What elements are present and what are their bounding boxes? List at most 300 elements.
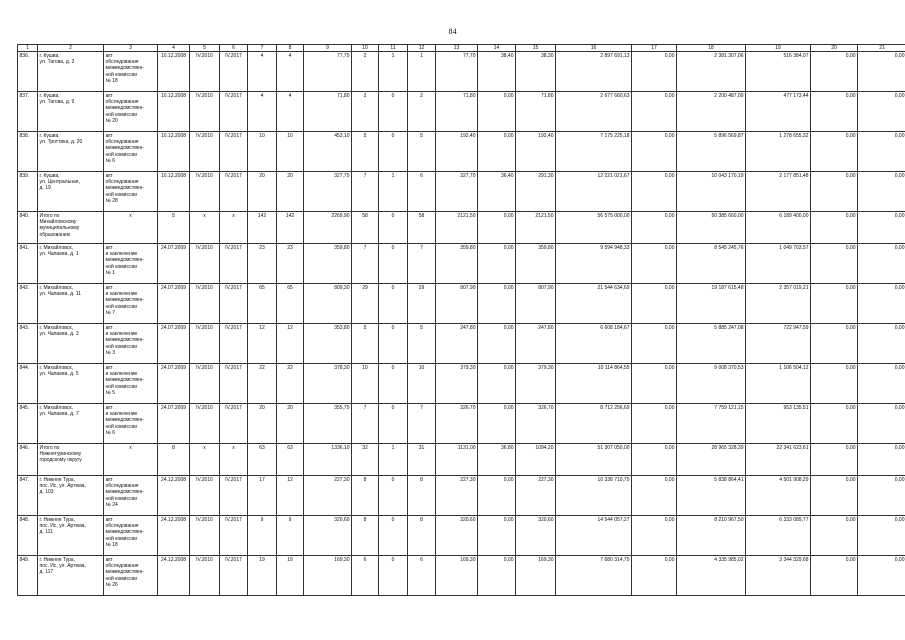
table-cell: г. Нижняя Тура, пос. Ис, ул. Артема, д. 103 bbox=[38, 476, 104, 516]
table-cell: 2 897 691,13 bbox=[556, 52, 632, 92]
table-cell: IV.2017 bbox=[220, 404, 248, 444]
table-cell: 0,00 bbox=[811, 52, 858, 92]
table-cell: акт обследования межведомствен- ной комиссии № 18 bbox=[104, 52, 158, 92]
table-cell: 0,00 bbox=[478, 404, 516, 444]
table-cell: 2121,50 bbox=[436, 212, 478, 244]
table-cell: 12 bbox=[277, 476, 304, 516]
table-cell: 71,80 bbox=[516, 92, 556, 132]
table-cell: 19 bbox=[277, 556, 304, 596]
table-cell: 846. bbox=[18, 444, 38, 476]
table-cell: 1 049 703,57 bbox=[746, 244, 811, 284]
table-cell: 20 bbox=[277, 172, 304, 212]
table-cell: 10 114 864,55 bbox=[556, 364, 632, 404]
table-cell: 4 bbox=[277, 92, 304, 132]
table-cell: 0 bbox=[379, 324, 408, 364]
table-cell: 0,00 bbox=[632, 132, 677, 172]
table-cell: 24.07.2009 bbox=[158, 244, 190, 284]
table-cell: х bbox=[190, 212, 220, 244]
table-cell: 28 965 328,39 bbox=[677, 444, 746, 476]
table-cell: IV.2016 bbox=[190, 92, 220, 132]
table-cell: 8 bbox=[408, 516, 436, 556]
column-header: 18 bbox=[677, 45, 746, 52]
table-cell: 77,70 bbox=[436, 52, 478, 92]
table-cell: 0,00 bbox=[858, 516, 905, 556]
table-cell: 9 bbox=[248, 516, 277, 556]
table-cell: 837. bbox=[18, 92, 38, 132]
table-cell: 0,00 bbox=[858, 284, 905, 324]
table-cell: 24.12.2008 bbox=[158, 476, 190, 516]
table-cell: 2 200 487,09 bbox=[677, 92, 746, 132]
column-header: 20 bbox=[811, 45, 858, 52]
table-cell: 0,00 bbox=[811, 132, 858, 172]
table-cell: IV.2016 bbox=[190, 172, 220, 212]
table-cell: 845. bbox=[18, 404, 38, 444]
table-cell: 24.07.2009 bbox=[158, 364, 190, 404]
table-cell: 19 187 615,48 bbox=[677, 284, 746, 324]
table-cell: 58 bbox=[408, 212, 436, 244]
table-cell: 0,00 bbox=[478, 516, 516, 556]
table-cell: IV.2016 bbox=[190, 404, 220, 444]
table-cell: 7 680 314,70 bbox=[556, 556, 632, 596]
table-cell: 849. bbox=[18, 556, 38, 596]
table-cell: г. Нижняя Тура, пос. Ис, ул. Артема, д. 111 bbox=[38, 516, 104, 556]
table-cell: IV.2016 bbox=[190, 244, 220, 284]
table-cell: 379,30 bbox=[516, 364, 556, 404]
table-cell: 10 043 170,19 bbox=[677, 172, 746, 212]
table-cell: 0,00 bbox=[478, 132, 516, 172]
table-row bbox=[18, 212, 905, 244]
table-cell: 0,00 bbox=[858, 476, 905, 516]
table-cell: 320,60 bbox=[436, 516, 478, 556]
table-cell: 0,00 bbox=[811, 476, 858, 516]
table-cell: 8 bbox=[158, 444, 190, 476]
table-cell: 0,00 bbox=[478, 476, 516, 516]
table-cell: IV.2017 bbox=[220, 476, 248, 516]
table-cell: 0 bbox=[379, 244, 408, 284]
table-row bbox=[18, 324, 905, 364]
table-cell: 142 bbox=[277, 212, 304, 244]
table-cell: 50 385 660,00 bbox=[677, 212, 746, 244]
table-row bbox=[18, 444, 905, 476]
table-cell: 38,40 bbox=[478, 52, 516, 92]
table-cell: 142 bbox=[248, 212, 277, 244]
table-cell: 0 bbox=[379, 132, 408, 172]
table-cell: 7 bbox=[352, 244, 379, 284]
table-cell: 9 008 370,53 bbox=[677, 364, 746, 404]
table-cell: 5 bbox=[408, 132, 436, 172]
table-cell: 22 bbox=[248, 364, 277, 404]
table-cell: 21 544 634,69 bbox=[556, 284, 632, 324]
table-cell: 0,00 bbox=[811, 364, 858, 404]
table-cell: 247,80 bbox=[436, 324, 478, 364]
table-cell: 5 bbox=[158, 212, 190, 244]
table-cell: г. Михайловск, ул. Чапаева, д. 7 bbox=[38, 404, 104, 444]
table-cell: акт обследования межведомствен- ной комиссии № 26 bbox=[104, 556, 158, 596]
table-cell: х bbox=[190, 444, 220, 476]
table-cell: х bbox=[220, 212, 248, 244]
table-cell: х bbox=[104, 444, 158, 476]
column-header: 9 bbox=[304, 45, 352, 52]
table-cell: 847. bbox=[18, 476, 38, 516]
table-cell: 359,80 bbox=[436, 244, 478, 284]
table-cell: 7 bbox=[408, 404, 436, 444]
column-header: 12 bbox=[408, 45, 436, 52]
table-cell: г. Михайловск, ул. Чапаева, д. 3 bbox=[38, 324, 104, 364]
table-cell: 0 bbox=[379, 212, 408, 244]
table-cell: 5 896 569,87 bbox=[677, 132, 746, 172]
table-cell: 12 bbox=[277, 324, 304, 364]
table-cell: 0 bbox=[379, 404, 408, 444]
table-cell: 0,00 bbox=[858, 404, 905, 444]
table-cell: IV.2016 bbox=[190, 132, 220, 172]
table-cell: 843. bbox=[18, 324, 38, 364]
table-cell: 839. bbox=[18, 172, 38, 212]
table-cell: 4 bbox=[248, 52, 277, 92]
table-cell: 4 bbox=[277, 52, 304, 92]
table-cell: 320,60 bbox=[516, 516, 556, 556]
page-number: 84 bbox=[448, 27, 457, 36]
table-cell: 291,30 bbox=[516, 172, 556, 212]
table-cell: IV.2017 bbox=[220, 52, 248, 92]
table-cell: 7 bbox=[408, 244, 436, 284]
column-header: 10 bbox=[352, 45, 379, 52]
table-cell: 327,70 bbox=[304, 172, 352, 212]
table-cell: 0,00 bbox=[632, 284, 677, 324]
table-cell: 807,90 bbox=[516, 284, 556, 324]
table-cell: акт и заключение межведомствен- ной комиссии № 7 bbox=[104, 284, 158, 324]
table-row bbox=[18, 172, 905, 212]
table-cell: г. Кушва, ул. Тагова, д. 3 bbox=[38, 52, 104, 92]
table-cell: 0,00 bbox=[632, 244, 677, 284]
table-cell: 0,00 bbox=[858, 212, 905, 244]
table-cell: 0,00 bbox=[811, 324, 858, 364]
table-cell: 247,80 bbox=[516, 324, 556, 364]
table-cell: 63 bbox=[248, 444, 277, 476]
table-cell: 6 608 184,67 bbox=[556, 324, 632, 364]
table-cell: 36,40 bbox=[478, 172, 516, 212]
column-header: 8 bbox=[277, 45, 304, 52]
table-cell: 2 bbox=[408, 92, 436, 132]
table-cell: х bbox=[104, 212, 158, 244]
table-cell: 6 bbox=[408, 172, 436, 212]
table-cell: 22 bbox=[277, 364, 304, 404]
table-cell: 24.07.2009 bbox=[158, 404, 190, 444]
table-cell: 836. bbox=[18, 52, 38, 92]
table-cell: 842. bbox=[18, 284, 38, 324]
table-cell: г. Михайловск, ул. Чапаева, д. 1 bbox=[38, 244, 104, 284]
table-cell: 5 bbox=[352, 132, 379, 172]
table-row bbox=[18, 476, 905, 516]
table-cell: 2269,90 bbox=[304, 212, 352, 244]
table-cell: 327,70 bbox=[436, 172, 478, 212]
table-cell: Итого по Михайловскому муниципальному образованию bbox=[38, 212, 104, 244]
table-cell: 326,70 bbox=[436, 404, 478, 444]
table-cell: г. Кушва, ул. Тагова, д. 9 bbox=[38, 92, 104, 132]
table-cell: 1 106 504,12 bbox=[746, 364, 811, 404]
table-cell: 0,00 bbox=[632, 476, 677, 516]
table-cell: 71,80 bbox=[304, 92, 352, 132]
table-cell: 8 210 967,50 bbox=[677, 516, 746, 556]
table-cell: 0 bbox=[379, 92, 408, 132]
table-cell: 0,00 bbox=[478, 284, 516, 324]
table-cell: 0,00 bbox=[858, 324, 905, 364]
table-cell: акт и заключение межведомствен- ной комиссии № 1 bbox=[104, 244, 158, 284]
table-row bbox=[18, 556, 905, 596]
table-cell: 809,30 bbox=[304, 284, 352, 324]
table-cell: 10 bbox=[248, 132, 277, 172]
table-cell: 1 bbox=[379, 172, 408, 212]
table-cell: 0,00 bbox=[858, 444, 905, 476]
table-cell: 353,80 bbox=[304, 324, 352, 364]
table-cell: 0 bbox=[379, 284, 408, 324]
table-cell: 56 575 000,00 bbox=[556, 212, 632, 244]
table-cell: акт и заключение межведомствен- ной комиссии № 6 bbox=[104, 404, 158, 444]
table-cell: 2 bbox=[352, 52, 379, 92]
table-cell: 0,00 bbox=[478, 556, 516, 596]
table-cell: 227,30 bbox=[436, 476, 478, 516]
column-header: 1 bbox=[18, 45, 38, 52]
table-cell: 5 bbox=[408, 324, 436, 364]
table-cell: 10.12.2008 bbox=[158, 172, 190, 212]
table-cell: 10 338 710,70 bbox=[556, 476, 632, 516]
table-cell: 8 bbox=[352, 476, 379, 516]
table-cell: 6 189 400,00 bbox=[746, 212, 811, 244]
table-cell: 326,70 bbox=[516, 404, 556, 444]
table-row bbox=[18, 516, 905, 556]
table-cell: 71,80 bbox=[436, 92, 478, 132]
table-cell: 9 594 948,33 bbox=[556, 244, 632, 284]
table-cell: 840. bbox=[18, 212, 38, 244]
table-cell: IV.2016 bbox=[190, 324, 220, 364]
table-cell: 1 bbox=[408, 52, 436, 92]
table-cell: 0,00 bbox=[858, 556, 905, 596]
table-row bbox=[18, 404, 905, 444]
table-cell: IV.2016 bbox=[190, 476, 220, 516]
table-cell: 807,90 bbox=[436, 284, 478, 324]
table-cell: 355,70 bbox=[304, 404, 352, 444]
table-cell: IV.2016 bbox=[190, 556, 220, 596]
table-cell: 6 bbox=[352, 556, 379, 596]
table-cell: 14 544 057,27 bbox=[556, 516, 632, 556]
table-cell: 6 bbox=[408, 556, 436, 596]
table-cell: 24.07.2009 bbox=[158, 324, 190, 364]
table-row bbox=[18, 244, 905, 284]
column-header: 17 bbox=[632, 45, 677, 52]
table-cell: акт обследования межведомствен- ной комиссии № 20 bbox=[104, 92, 158, 132]
table-cell: 0,00 bbox=[858, 244, 905, 284]
table-cell: 24.12.2008 bbox=[158, 516, 190, 556]
table-cell: 65 bbox=[277, 284, 304, 324]
table-cell: IV.2017 bbox=[220, 516, 248, 556]
table-cell: 0,00 bbox=[632, 556, 677, 596]
table-cell: 7 175 225,18 bbox=[556, 132, 632, 172]
table-cell: 0,00 bbox=[478, 364, 516, 404]
table-cell: 0,00 bbox=[858, 132, 905, 172]
column-header: 2 bbox=[38, 45, 104, 52]
table-cell: 2 381 307,06 bbox=[677, 52, 746, 92]
table-cell: IV.2017 bbox=[220, 244, 248, 284]
table-cell: 722 947,59 bbox=[746, 324, 811, 364]
table-cell: 0,00 bbox=[478, 92, 516, 132]
column-header: 3 bbox=[104, 45, 158, 52]
table-cell: 4 501 908,29 bbox=[746, 476, 811, 516]
table-cell: 379,30 bbox=[436, 364, 478, 404]
table-cell: 169,30 bbox=[436, 556, 478, 596]
column-header: 14 bbox=[478, 45, 516, 52]
table-cell: 12 bbox=[248, 324, 277, 364]
table-cell: х bbox=[220, 444, 248, 476]
table-cell: г. Кушва, ул. Центральная, д. 19 bbox=[38, 172, 104, 212]
table-cell: 844. bbox=[18, 364, 38, 404]
table-cell: 0,00 bbox=[811, 92, 858, 132]
table-cell: 4 bbox=[248, 92, 277, 132]
table-cell: 0,00 bbox=[811, 284, 858, 324]
table-cell: 7 759 121,15 bbox=[677, 404, 746, 444]
table-cell: 1336,10 bbox=[304, 444, 352, 476]
table-cell: IV.2017 bbox=[220, 556, 248, 596]
table-row bbox=[18, 284, 905, 324]
table-cell: IV.2016 bbox=[190, 364, 220, 404]
table-cell: 841. bbox=[18, 244, 38, 284]
table-cell: 24.07.2009 bbox=[158, 284, 190, 324]
table-cell: г. Нижняя Тура, пос. Ис, ул. Артема, д. 117 bbox=[38, 556, 104, 596]
table-row bbox=[18, 52, 905, 92]
table-cell: 7 bbox=[352, 172, 379, 212]
column-header: 11 bbox=[379, 45, 408, 52]
table-cell: 0,00 bbox=[632, 364, 677, 404]
table-cell: IV.2016 bbox=[190, 284, 220, 324]
table-cell: 5 838 864,41 bbox=[677, 476, 746, 516]
table-cell: 359,80 bbox=[516, 244, 556, 284]
table-cell: 2 677 660,63 bbox=[556, 92, 632, 132]
table-cell: 0 bbox=[379, 364, 408, 404]
table-cell: акт и заключение межведомствен- ной комиссии № 3 bbox=[104, 324, 158, 364]
table-cell: 20 bbox=[248, 172, 277, 212]
table-cell: 378,30 bbox=[304, 364, 352, 404]
table-cell: IV.2017 bbox=[220, 92, 248, 132]
table-cell: г. Михайловск, ул. Чапаева, д. 5 bbox=[38, 364, 104, 404]
table-cell: 5 885 247,08 bbox=[677, 324, 746, 364]
table-cell: 227,30 bbox=[516, 476, 556, 516]
table-cell: 0,00 bbox=[811, 404, 858, 444]
table-cell: 227,30 bbox=[304, 476, 352, 516]
table-cell: 23 bbox=[248, 244, 277, 284]
table-cell: 0,00 bbox=[632, 92, 677, 132]
table-cell: 23 bbox=[277, 244, 304, 284]
table-cell: 0,00 bbox=[858, 52, 905, 92]
table-cell: 4 335 985,02 bbox=[677, 556, 746, 596]
table-cell: г. Михайловск, ул. Чапаева, д. 11 bbox=[38, 284, 104, 324]
table-cell: 58 bbox=[352, 212, 379, 244]
table-cell: 0,00 bbox=[632, 324, 677, 364]
table-cell: 5 bbox=[352, 324, 379, 364]
table-cell: 2 bbox=[352, 92, 379, 132]
table-cell: IV.2016 bbox=[190, 516, 220, 556]
table-cell: 0,00 bbox=[632, 52, 677, 92]
table-cell: 19 bbox=[248, 556, 277, 596]
table-cell: 0,00 bbox=[632, 404, 677, 444]
table-cell: 2 177 851,48 bbox=[746, 172, 811, 212]
table-cell: 169,30 bbox=[304, 556, 352, 596]
table-cell: акт обследования межведомствен- ной комиссии № 28 bbox=[104, 172, 158, 212]
table-cell: 65 bbox=[248, 284, 277, 324]
table-cell: 0 bbox=[379, 476, 408, 516]
column-header: 4 bbox=[158, 45, 190, 52]
table-cell: 516 384,07 bbox=[746, 52, 811, 92]
table-cell: 10.12.2008 bbox=[158, 132, 190, 172]
table-cell: г. Кушва, ул. Троттика, д. 20 bbox=[38, 132, 104, 172]
table-cell: IV.2017 bbox=[220, 172, 248, 212]
table-cell: 953 135,51 bbox=[746, 404, 811, 444]
table-cell: 3 344 329,68 bbox=[746, 556, 811, 596]
table-cell: 0,00 bbox=[478, 212, 516, 244]
table-cell: 32 bbox=[352, 444, 379, 476]
table-cell: 8 712 256,69 bbox=[556, 404, 632, 444]
table-cell: 0,00 bbox=[858, 172, 905, 212]
table-cell: 8 bbox=[408, 476, 436, 516]
table-cell: 38,30 bbox=[516, 52, 556, 92]
table-cell: 0,00 bbox=[811, 244, 858, 284]
column-header: 16 bbox=[556, 45, 632, 52]
table-cell: 17 bbox=[248, 476, 277, 516]
table-cell: 169,30 bbox=[516, 556, 556, 596]
table-cell: 0,00 bbox=[632, 444, 677, 476]
table-cell: 0,00 bbox=[811, 444, 858, 476]
table-cell: 31 bbox=[408, 444, 436, 476]
table-cell: 0,00 bbox=[478, 324, 516, 364]
column-header: 13 bbox=[436, 45, 478, 52]
table-cell: 848. bbox=[18, 516, 38, 556]
table-cell: 29 bbox=[408, 284, 436, 324]
table-cell: 838. bbox=[18, 132, 38, 172]
column-header: 19 bbox=[746, 45, 811, 52]
table-cell: 2 357 019,21 bbox=[746, 284, 811, 324]
table-cell: 8 545 245,76 bbox=[677, 244, 746, 284]
table-cell: 7 bbox=[352, 404, 379, 444]
table-cell: акт обследования межведомствен- ной комиссии № 6 bbox=[104, 132, 158, 172]
table-cell: 2121,50 bbox=[516, 212, 556, 244]
table-row bbox=[18, 364, 905, 404]
table-cell: 8 bbox=[352, 516, 379, 556]
table-cell: 1 bbox=[379, 52, 408, 92]
table-cell: 0,00 bbox=[811, 516, 858, 556]
table-cell: 1094,20 bbox=[516, 444, 556, 476]
table-cell: 20 bbox=[277, 404, 304, 444]
table-cell: 0,00 bbox=[858, 92, 905, 132]
table-cell: 29 bbox=[352, 284, 379, 324]
table-cell: 1 bbox=[379, 444, 408, 476]
table-cell: 0,00 bbox=[811, 172, 858, 212]
table-cell: 24.12.2008 bbox=[158, 556, 190, 596]
table-cell: акт и заключение межведомствен- ной комиссии № 5 bbox=[104, 364, 158, 404]
table-cell: 0 bbox=[379, 556, 408, 596]
table-cell: 63 bbox=[277, 444, 304, 476]
table-cell: 453,10 bbox=[304, 132, 352, 172]
table-cell: 0,00 bbox=[632, 172, 677, 212]
table-cell: 0,00 bbox=[811, 212, 858, 244]
table-cell: 192,40 bbox=[516, 132, 556, 172]
table-cell: 12 221 021,67 bbox=[556, 172, 632, 212]
table-cell: Итого по Нижнетуринскому городскому округу bbox=[38, 444, 104, 476]
table-cell: 1131,00 bbox=[436, 444, 478, 476]
table-cell: 9 bbox=[277, 516, 304, 556]
table-cell: 10 bbox=[408, 364, 436, 404]
column-header: 7 bbox=[248, 45, 277, 52]
column-header: 6 bbox=[220, 45, 248, 52]
table-row bbox=[18, 132, 905, 172]
table-cell: акт обследования межведомствен- ной комиссии № 18 bbox=[104, 516, 158, 556]
table-cell: 359,80 bbox=[304, 244, 352, 284]
